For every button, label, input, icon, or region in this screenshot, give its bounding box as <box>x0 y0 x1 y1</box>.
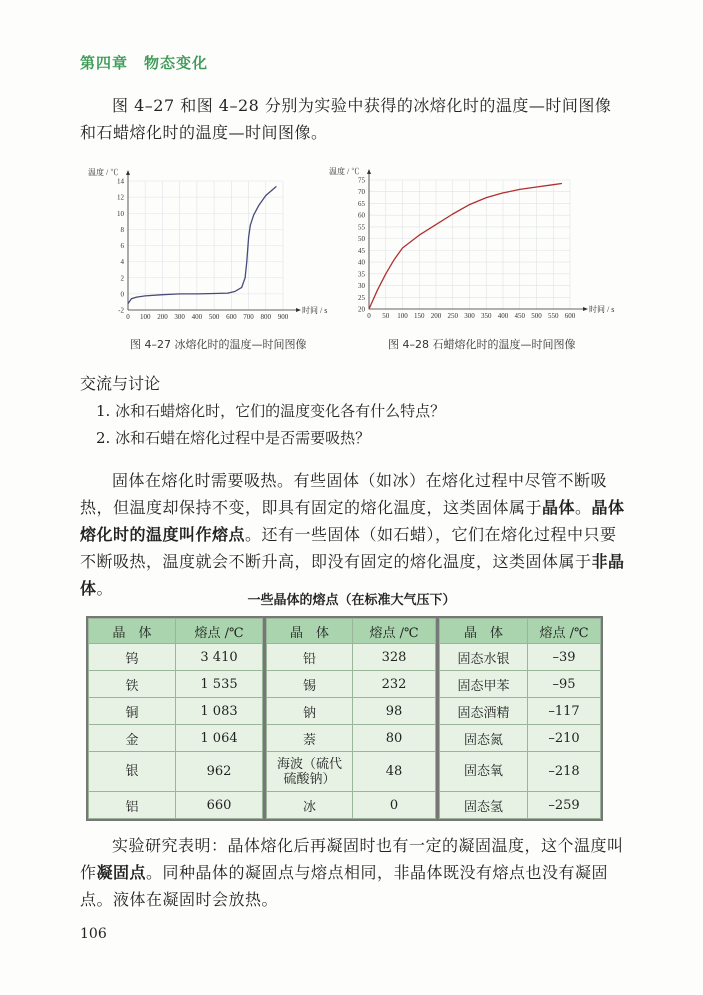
melting-point-value: –218 <box>528 752 601 792</box>
ice-chart <box>88 167 327 321</box>
melting-point-value: –210 <box>528 725 601 752</box>
crystal-name: 冰 <box>267 792 353 819</box>
y-tick-label: 4 <box>120 258 124 267</box>
crystal-name: 金 <box>89 725 176 752</box>
crystal-name: 铅 <box>267 644 353 671</box>
header-melting-point: 熔点 /℃ <box>353 619 436 644</box>
y-tick-label: 6 <box>120 242 124 250</box>
table-row <box>440 671 601 698</box>
data-point <box>503 192 504 193</box>
x-tick-label: 100 <box>139 313 151 321</box>
melting-point-value: 1 064 <box>176 725 263 752</box>
x-tick-label: 500 <box>531 312 542 320</box>
y-tick-label: 50 <box>358 235 365 244</box>
y-tick-label: 40 <box>358 258 365 267</box>
crystal-name: 萘 <box>267 725 353 752</box>
melting-point-value: 232 <box>353 671 436 698</box>
melting-point-value: 1 535 <box>176 671 263 698</box>
table-row <box>440 752 601 792</box>
x-tick-label: 400 <box>191 313 203 321</box>
data-point <box>469 204 470 205</box>
x-tick-label: 400 <box>497 312 509 320</box>
table-group <box>88 618 263 819</box>
table-title: 一些晶体的熔点（在标准大气压下） <box>247 593 456 608</box>
crystal-name: 锡 <box>267 671 353 698</box>
melting-point-value: –39 <box>528 644 601 671</box>
table-row <box>89 725 263 752</box>
wax-chart <box>329 166 614 320</box>
table-header-row <box>440 619 601 644</box>
data-point <box>369 309 370 310</box>
y-axis-arrow-icon <box>367 169 371 174</box>
chapter-header: 第四章 物态变化 <box>80 54 209 72</box>
y-axis-arrow-icon <box>126 170 130 175</box>
melting-point-value: 962 <box>176 752 263 792</box>
x-tick-label: 300 <box>464 312 475 320</box>
melting-point-value: 80 <box>353 725 436 752</box>
term-amorphous: 非晶体 <box>80 552 625 598</box>
table-row <box>89 698 263 725</box>
crystal-name: 固态氧 <box>440 752 528 792</box>
data-point <box>214 293 215 294</box>
data-point <box>553 184 554 185</box>
table-row <box>267 752 436 792</box>
x-tick-label: 200 <box>430 312 442 320</box>
melting-point-value: 3 410 <box>176 644 263 671</box>
table-row <box>267 725 436 752</box>
text: 。同种晶体的凝固点与熔点相同，非晶体既没有熔点也没有凝固点。液体在凝固时会放热。 <box>80 863 609 909</box>
melting-point-value: –117 <box>528 698 601 725</box>
page-number: 106 <box>80 926 107 942</box>
table-header-row <box>267 619 436 644</box>
table-row <box>267 644 436 671</box>
x-tick-label: 100 <box>397 312 408 320</box>
crystal-name: 固态水银 <box>440 644 528 671</box>
data-point <box>452 214 453 215</box>
x-tick-label: 50 <box>382 312 390 320</box>
table-row <box>440 725 601 752</box>
data-point <box>196 293 197 294</box>
data-point <box>276 186 277 187</box>
melting-point-value: –259 <box>528 792 601 819</box>
series-line <box>369 184 562 310</box>
y-tick-label: 25 <box>358 293 365 302</box>
crystal-name: 固态氢 <box>440 792 528 819</box>
melting-point-value: 48 <box>353 752 436 792</box>
melting-point-value: 98 <box>353 698 436 725</box>
x-tick-label: 500 <box>208 313 220 321</box>
crystal-name: 铝 <box>89 792 176 819</box>
data-point <box>128 303 129 304</box>
table-row <box>89 671 263 698</box>
text: 固体在熔化时需要吸热。有些固体（如冰）在熔化过程中尽管不断吸热，但温度却保持不变，即具有固定的熔化温度，这类固体属于 <box>80 471 608 517</box>
ice-figure-caption: 图 4–27 冰熔化时的温度—时间图像 <box>130 338 307 351</box>
x-axis-label: 时间 / s <box>589 305 615 314</box>
x-tick-label: 900 <box>277 313 289 321</box>
x-tick-label: 700 <box>243 313 254 321</box>
header-melting-point: 熔点 /℃ <box>528 619 601 644</box>
x-tick-label: 250 <box>447 312 458 320</box>
y-axis-label: 温度 / ℃ <box>329 167 360 176</box>
table-group <box>439 618 601 819</box>
text: 。还有一些固体（如石蜡），它们在熔化过程中只要不断吸热，温度就会不断升高，即没有固定的熔化温度，这类固体属于 <box>80 525 617 571</box>
y-tick-label: 8 <box>120 225 124 234</box>
term-freezing-point: 凝固点 <box>96 863 147 882</box>
data-point <box>265 195 266 196</box>
data-point <box>227 293 228 294</box>
discussion-question-2: 2. 冰和石蜡在熔化过程中是否需要吸热？ <box>96 429 371 447</box>
x-tick-label: 600 <box>564 312 576 320</box>
header-melting-point: 熔点 /℃ <box>176 619 263 644</box>
text: 。 <box>575 498 592 517</box>
data-point <box>519 189 520 190</box>
data-point <box>248 237 249 238</box>
crystal-name: 钠 <box>267 698 353 725</box>
melting-point-table <box>86 616 603 821</box>
y-tick-label: 75 <box>358 176 365 185</box>
data-point <box>253 214 254 215</box>
table-row <box>89 752 263 792</box>
data-point <box>402 248 403 249</box>
x-tick-label: 600 <box>226 313 237 321</box>
wax-figure-caption: 图 4–28 石蜡熔化时的温度—时间图像 <box>388 338 576 351</box>
text: 实验研究表明：晶体熔化后再凝固时也有一定的凝固温度，这个温度叫作 <box>80 836 624 882</box>
y-tick-label: 12 <box>117 193 124 202</box>
table-row <box>267 671 436 698</box>
x-tick-label: 450 <box>514 312 525 320</box>
table-row <box>89 644 263 671</box>
header-crystal: 晶 体 <box>440 619 528 644</box>
x-tick-label: 150 <box>414 312 425 320</box>
melting-point-value: 1 083 <box>176 698 263 725</box>
data-point <box>234 291 235 292</box>
y-tick-label: 60 <box>358 211 365 220</box>
x-tick-label: 0 <box>367 312 371 320</box>
x-axis-arrow-icon <box>583 307 588 311</box>
table-row <box>440 698 601 725</box>
data-point <box>385 273 386 274</box>
crystal-name: 铁 <box>89 671 176 698</box>
table-row <box>440 644 601 671</box>
y-tick-label: 0 <box>120 290 124 299</box>
table-row <box>440 792 601 819</box>
discussion-question-1: 1. 冰和石蜡熔化时，它们的温度变化各有什么特点？ <box>96 402 446 420</box>
melting-point-value: –95 <box>528 671 601 698</box>
data-point <box>536 187 537 188</box>
data-point <box>258 205 259 206</box>
data-point <box>561 183 562 184</box>
crystal-name: 铜 <box>89 698 176 725</box>
y-tick-label: 30 <box>358 282 365 291</box>
data-point <box>241 287 242 288</box>
y-tick-label: 45 <box>358 246 365 255</box>
y-tick-label: 55 <box>358 223 365 232</box>
melting-paragraph <box>80 467 625 602</box>
x-tick-label: 350 <box>481 312 492 320</box>
freezing-paragraph <box>80 832 625 913</box>
data-point <box>419 235 420 236</box>
crystal-name: 固态酒精 <box>440 698 528 725</box>
table-row <box>267 792 436 819</box>
intro-paragraph: 图 4–27 和图 4–28 分别为实验中获得的冰熔化时的温度—时间图像和石蜡熔化时的温度—时间图像。 <box>80 96 612 142</box>
text: 。 <box>96 579 114 598</box>
y-tick-label: -2 <box>118 306 124 315</box>
data-point <box>246 261 247 262</box>
x-tick-label: 550 <box>548 312 559 320</box>
x-axis-label: 时间 / s <box>302 306 328 315</box>
data-point <box>136 297 137 298</box>
x-tick-label: 800 <box>260 313 272 321</box>
table-header-row <box>89 619 263 644</box>
term-crystal: 晶体 <box>542 498 576 517</box>
data-point <box>179 293 180 294</box>
y-tick-label: 20 <box>358 305 365 314</box>
crystal-name: 海波（硫代硫酸钠） <box>267 752 353 792</box>
crystal-name: 固态甲苯 <box>440 671 528 698</box>
table-row <box>89 792 263 819</box>
x-tick-label: 300 <box>174 313 185 321</box>
melting-point-value: 660 <box>176 792 263 819</box>
data-point <box>436 224 437 225</box>
melting-point-value: 328 <box>353 644 436 671</box>
x-tick-label: 0 <box>126 313 130 321</box>
header-crystal: 晶 体 <box>89 619 176 644</box>
melting-point-value: 0 <box>353 792 436 819</box>
figures <box>0 160 703 330</box>
y-tick-label: 35 <box>358 270 365 279</box>
y-tick-label: 65 <box>358 199 365 208</box>
series-line <box>128 187 276 304</box>
data-point <box>486 197 487 198</box>
table-row <box>267 698 436 725</box>
crystal-name: 固态氮 <box>440 725 528 752</box>
term-melting-point: 晶体熔化时的温度叫作熔点 <box>80 498 625 544</box>
x-axis-arrow-icon <box>296 308 301 312</box>
discussion-title: 交流与讨论 <box>80 374 161 393</box>
data-point <box>377 290 378 291</box>
y-tick-label: 14 <box>117 177 124 186</box>
data-point <box>245 277 246 278</box>
data-point <box>250 225 251 226</box>
x-tick-label: 200 <box>157 313 168 321</box>
data-point <box>145 295 146 296</box>
crystal-name: 钨 <box>89 644 176 671</box>
data-point <box>394 259 395 260</box>
y-tick-label: 70 <box>358 188 365 197</box>
y-axis-label: 温度 / ℃ <box>88 168 119 177</box>
data-point <box>131 298 132 299</box>
data-point <box>162 294 163 295</box>
header-crystal: 晶 体 <box>267 619 353 644</box>
y-tick-label: 2 <box>120 274 124 283</box>
table-group <box>266 618 436 819</box>
y-tick-label: 10 <box>117 209 124 218</box>
crystal-name: 银 <box>89 752 176 792</box>
